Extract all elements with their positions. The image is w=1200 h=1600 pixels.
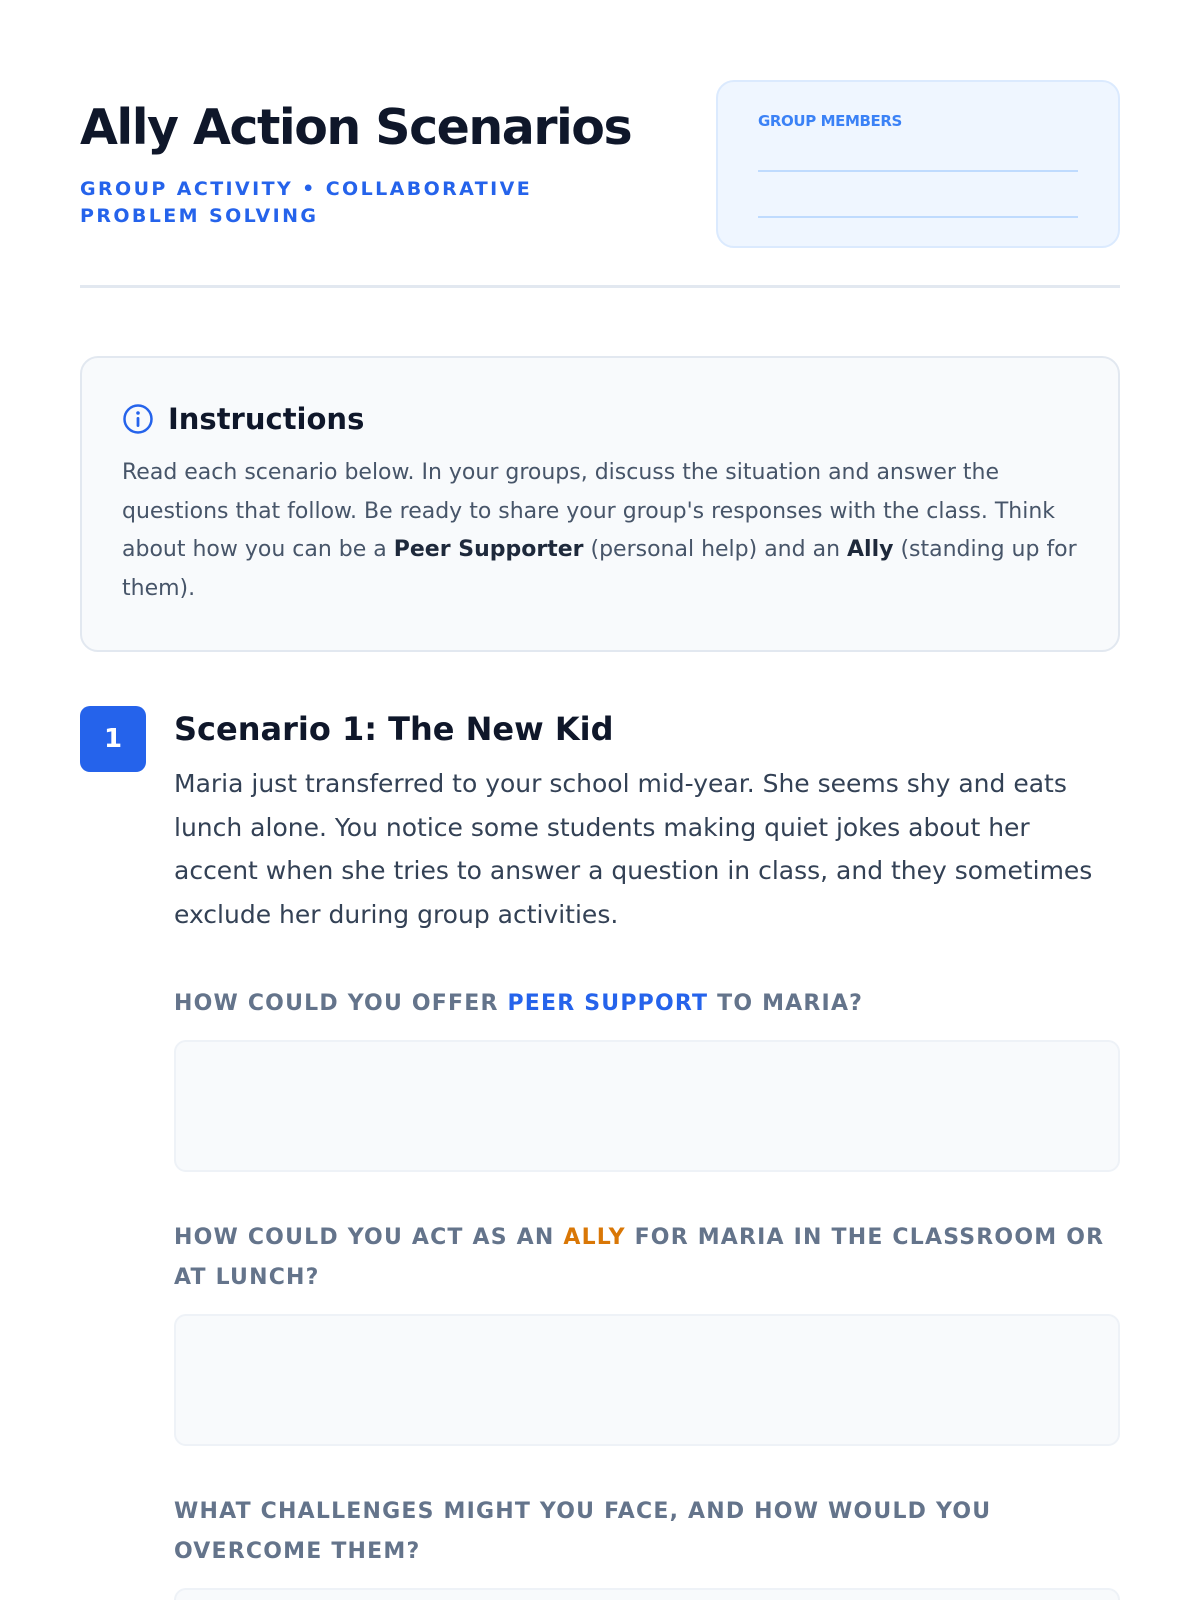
scenario-number-badge: 1 — [80, 706, 146, 772]
instructions-title: Instructions — [168, 402, 365, 436]
header — [80, 80, 1120, 288]
page-title: Ally Action Scenarios — [80, 99, 632, 156]
question-3: WHAT CHALLENGES MIGHT YOU FACE, AND HOW WOULD YOU OVERCOME THEM? — [174, 1499, 992, 1564]
instructions-panel — [80, 356, 1120, 652]
question-text: FOR MARIA IN THE CLASSROOM OR AT LUNCH? — [174, 1225, 1105, 1290]
page-subtitle: GROUP ACTIVITY • COLLABORATIVE PROBLEM SOLVING — [80, 178, 533, 227]
group-members-label: GROUP MEMBERS — [758, 112, 902, 130]
instructions-text-part: (standing up for them). — [122, 537, 1077, 601]
group-members-box — [716, 80, 1120, 248]
scenario-title: Scenario 1: The New Kid — [174, 710, 614, 748]
answer-box-2[interactable] — [174, 1314, 1120, 1446]
question-text: TO MARIA? — [708, 991, 864, 1016]
question-highlight: ALLY — [563, 1225, 626, 1250]
question-highlight: PEER SUPPORT — [507, 991, 709, 1016]
answer-box-3[interactable] — [174, 1588, 1120, 1600]
member-name-line[interactable] — [758, 216, 1078, 218]
instructions-header — [122, 402, 1078, 436]
question-2 — [174, 1218, 1120, 1298]
info-icon — [122, 403, 154, 435]
member-name-line[interactable] — [758, 170, 1078, 172]
peer-supporter-term: Peer Supporter — [393, 537, 584, 562]
title-block — [80, 80, 660, 230]
question-1 — [174, 984, 1120, 1024]
question-text: HOW COULD YOU ACT AS AN — [174, 1225, 564, 1250]
answer-box-1[interactable] — [174, 1040, 1120, 1172]
ally-term: Ally — [847, 537, 894, 562]
instructions-text-part: (personal help) and an — [583, 537, 848, 562]
scenario-description: Maria just transferred to your school mid-year. She seems shy and eats lunch alone. You notice some students making quiet jokes about her accent when she tries to answer a question in class, and they sometimes exclude her during group activities. — [174, 769, 1093, 929]
instructions-text-part: Read each scenario below. In your groups, discuss the situation and answer the questions that follow. Be ready to share your group's responses with the class. Think about how you can be a — [122, 460, 1056, 562]
scenario-1 — [80, 706, 1120, 1600]
scenario-body — [174, 706, 1120, 1600]
instructions-text — [122, 454, 1078, 608]
question-text: HOW COULD YOU OFFER — [174, 991, 508, 1016]
